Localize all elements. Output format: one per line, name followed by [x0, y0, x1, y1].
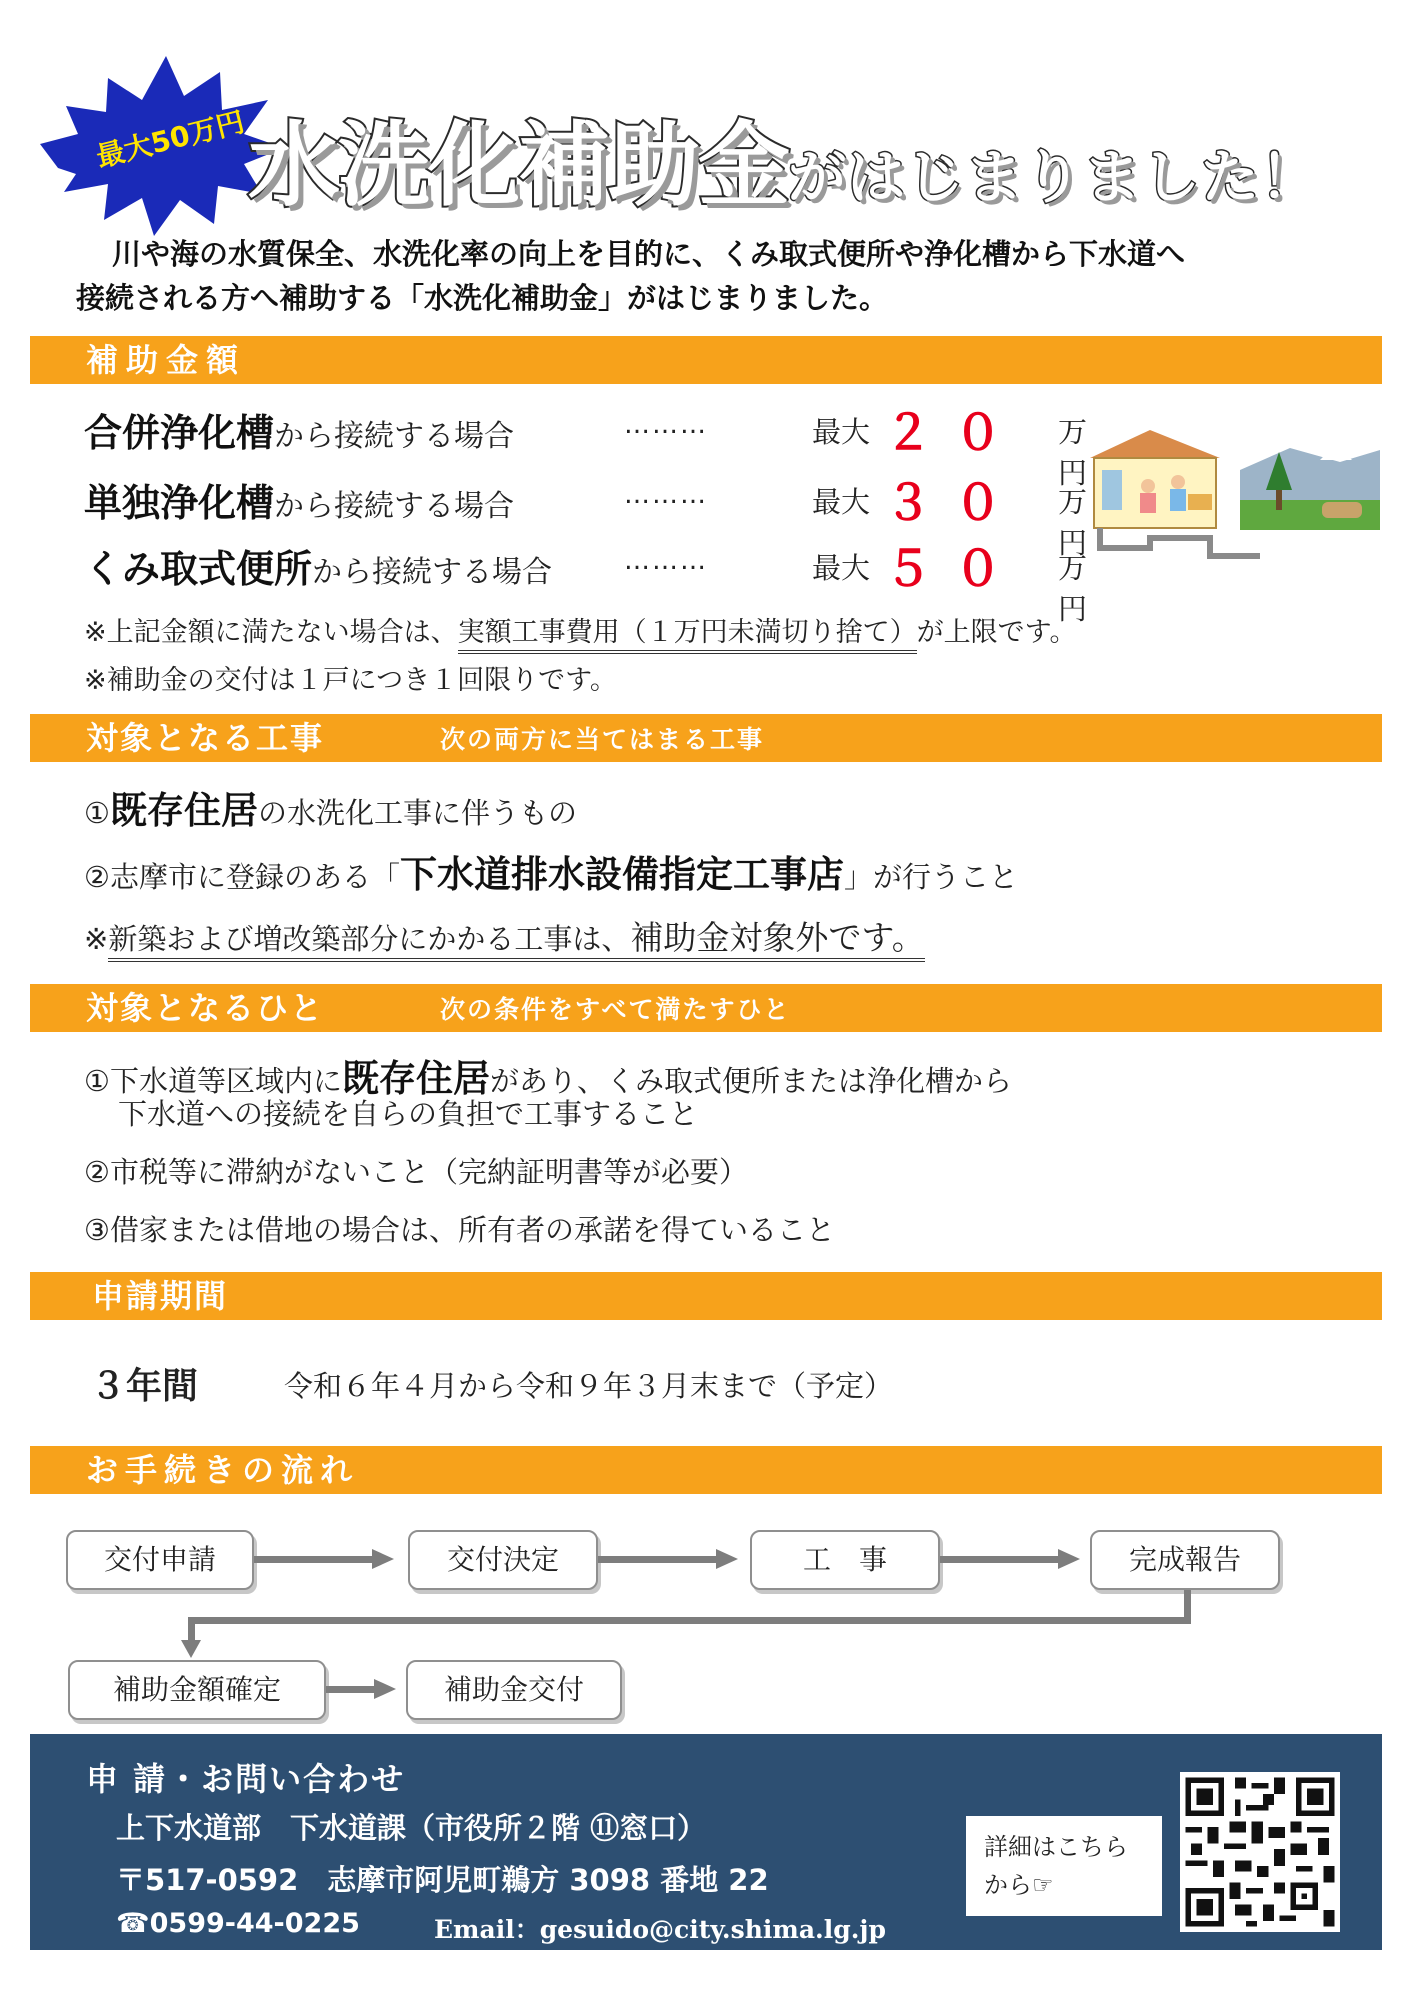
title-main: 水洗化補助金 — [248, 112, 789, 219]
amount-row — [84, 402, 1088, 490]
amount-row-unit: 万円 — [1058, 485, 1088, 560]
work-item-1-emphasis: 既存住居 — [110, 789, 258, 832]
work-item-2 — [84, 844, 1018, 898]
person-item-2: ②市税等に滞納がないこと（完納証明書等が必要） — [84, 1155, 748, 1189]
work-note-underlined — [108, 918, 925, 962]
work-note — [84, 912, 925, 959]
section-sub-person: 次の条件をすべて満たすひと — [440, 995, 791, 1024]
amount-row-dots: ……… — [624, 410, 708, 440]
amount-row — [84, 538, 1088, 626]
section-heading-period: 申請期間 — [92, 1277, 229, 1315]
section-heading-amount: 補助金額 — [86, 341, 247, 379]
section-heading-person: 対象となるひと — [86, 989, 325, 1027]
house-illustration-icon — [1090, 430, 1380, 565]
contact-heading: 申 請・お問い合わせ — [86, 1760, 406, 1798]
person-item-3: ③借家または借地の場合は、所有者の承諾を得ていること — [84, 1213, 835, 1247]
amount-row-value: ２０ — [884, 405, 1025, 461]
contact-email[interactable]: Email：gesuido@city.shima.lg.jp — [434, 1915, 886, 1944]
flow-arrow-down-icon — [181, 1640, 201, 1658]
work-item-2-pre: ②志摩市に登録のある「 — [84, 860, 400, 894]
amount-note-1 — [84, 610, 1076, 649]
amount-row-key: 単独浄化槽 — [84, 481, 275, 525]
flow-arrow-line — [940, 1556, 1060, 1563]
work-note-part-1: 新築および増改築部分にかかる工事は、 — [108, 922, 631, 956]
details-callout-line-2: から☞ — [984, 1871, 1054, 1899]
flow-arrow-icon — [374, 1679, 396, 1699]
max-amount-badge: 最大50万円 — [93, 105, 248, 174]
amount-row-value: ５０ — [884, 541, 1025, 597]
work-item-2-post: 」が行うこと — [844, 860, 1019, 894]
amount-row-max: 最大 — [812, 485, 871, 519]
contact-panel — [30, 1734, 1382, 1950]
flow-arrow-line — [598, 1556, 718, 1563]
work-item-1-pre: ① — [84, 796, 110, 830]
amount-row-max: 最大 — [812, 551, 871, 585]
flow-arrow-icon — [1058, 1549, 1080, 1569]
person-item-1-pre: ①下水道等区域内に — [84, 1064, 342, 1098]
amount-row-text: から接続する場合 — [274, 419, 515, 454]
title-sub: がはじまりました！ — [788, 143, 1320, 211]
amount-row-unit: 万円 — [1058, 551, 1088, 626]
flow-step: 補助金額確定 — [68, 1660, 326, 1720]
intro-line-1: 川や海の水質保全、水洗化率の向上を目的に、くみ取式便所や浄化槽から下水道へ — [112, 237, 1186, 271]
section-sub-work: 次の両方に当てはまる工事 — [440, 725, 765, 754]
details-callout-line-1: 詳細はこちら — [984, 1833, 1128, 1861]
flow-connector-horizontal — [188, 1617, 1191, 1624]
amount-row-value: ３０ — [884, 475, 1025, 531]
amount-row-unit: 万円 — [1058, 415, 1088, 490]
amount-row-key: くみ取式便所 — [84, 547, 313, 591]
work-note-part-3: です。 — [828, 918, 925, 957]
flow-arrow-line — [254, 1556, 374, 1563]
person-item-1-post: があり、くみ取式便所または浄化槽から — [490, 1064, 1013, 1098]
amount-row-text: から接続する場合 — [312, 555, 553, 590]
person-item-1-emphasis: 既存住居 — [342, 1057, 490, 1100]
flow-step: 交付決定 — [408, 1530, 598, 1590]
flow-step: 完成報告 — [1090, 1530, 1280, 1590]
section-bar-period — [30, 1272, 1382, 1320]
work-note-pre: ※ — [84, 922, 109, 956]
amount-note-1-underlined: 実額工事費用（１万円未満切り捨て） — [458, 617, 917, 654]
flow-arrow-line — [326, 1686, 376, 1693]
amount-note-2: ※補助金の交付は１戸につき１回限りです。 — [84, 665, 617, 696]
period-duration: ３年間 — [90, 1366, 199, 1407]
amount-row-dots: ……… — [624, 546, 708, 576]
contact-address: 〒517-0592 志摩市阿児町鵜方 3098 番地 22 — [116, 1863, 769, 1897]
person-item-1-line-2: 下水道への接続を自らの負担で工事すること — [118, 1097, 699, 1131]
amount-note-1-post: が上限です。 — [916, 617, 1077, 648]
details-callout — [966, 1816, 1162, 1916]
amount-row — [84, 472, 1088, 560]
amount-row-key: 合併浄化槽 — [84, 411, 275, 455]
page-title — [248, 92, 1319, 224]
work-item-1 — [84, 780, 577, 834]
flow-arrow-icon — [372, 1549, 394, 1569]
qr-code-icon[interactable] — [1180, 1772, 1340, 1932]
intro-line-2: 接続される方へ補助する「水洗化補助金」がはじまりました。 — [76, 281, 889, 315]
amount-row-text: から接続する場合 — [274, 489, 515, 524]
flow-arrow-icon — [716, 1549, 738, 1569]
flow-step: 交付申請 — [66, 1530, 254, 1590]
amount-row-dots: ……… — [624, 480, 708, 510]
section-bar-person — [30, 984, 1382, 1032]
section-heading-work: 対象となる工事 — [86, 719, 325, 757]
period-range: 令和６年４月から令和９年３月末まで（予定） — [284, 1369, 894, 1403]
section-heading-flow: お手続きの流れ — [86, 1451, 360, 1489]
flow-step: 工 事 — [750, 1530, 940, 1590]
intro-text — [76, 232, 1316, 320]
amount-note-1-pre: ※上記金額に満たない場合は、 — [84, 617, 458, 648]
amount-row-max: 最大 — [812, 415, 871, 449]
section-bar-amount — [30, 336, 1382, 384]
work-note-part-2: 補助金対象外 — [630, 918, 829, 957]
flow-step: 補助金交付 — [406, 1660, 622, 1720]
contact-phone: ☎0599-44-0225 — [116, 1908, 360, 1939]
contact-department: 上下水道部 下水道課（市役所２階 ⑪窓口） — [116, 1811, 707, 1845]
section-bar-flow — [30, 1446, 1382, 1494]
work-item-1-post: の水洗化工事に伴うもの — [258, 796, 578, 830]
section-bar-work — [30, 714, 1382, 762]
work-item-2-emphasis: 下水道排水設備指定工事店 — [400, 853, 844, 896]
